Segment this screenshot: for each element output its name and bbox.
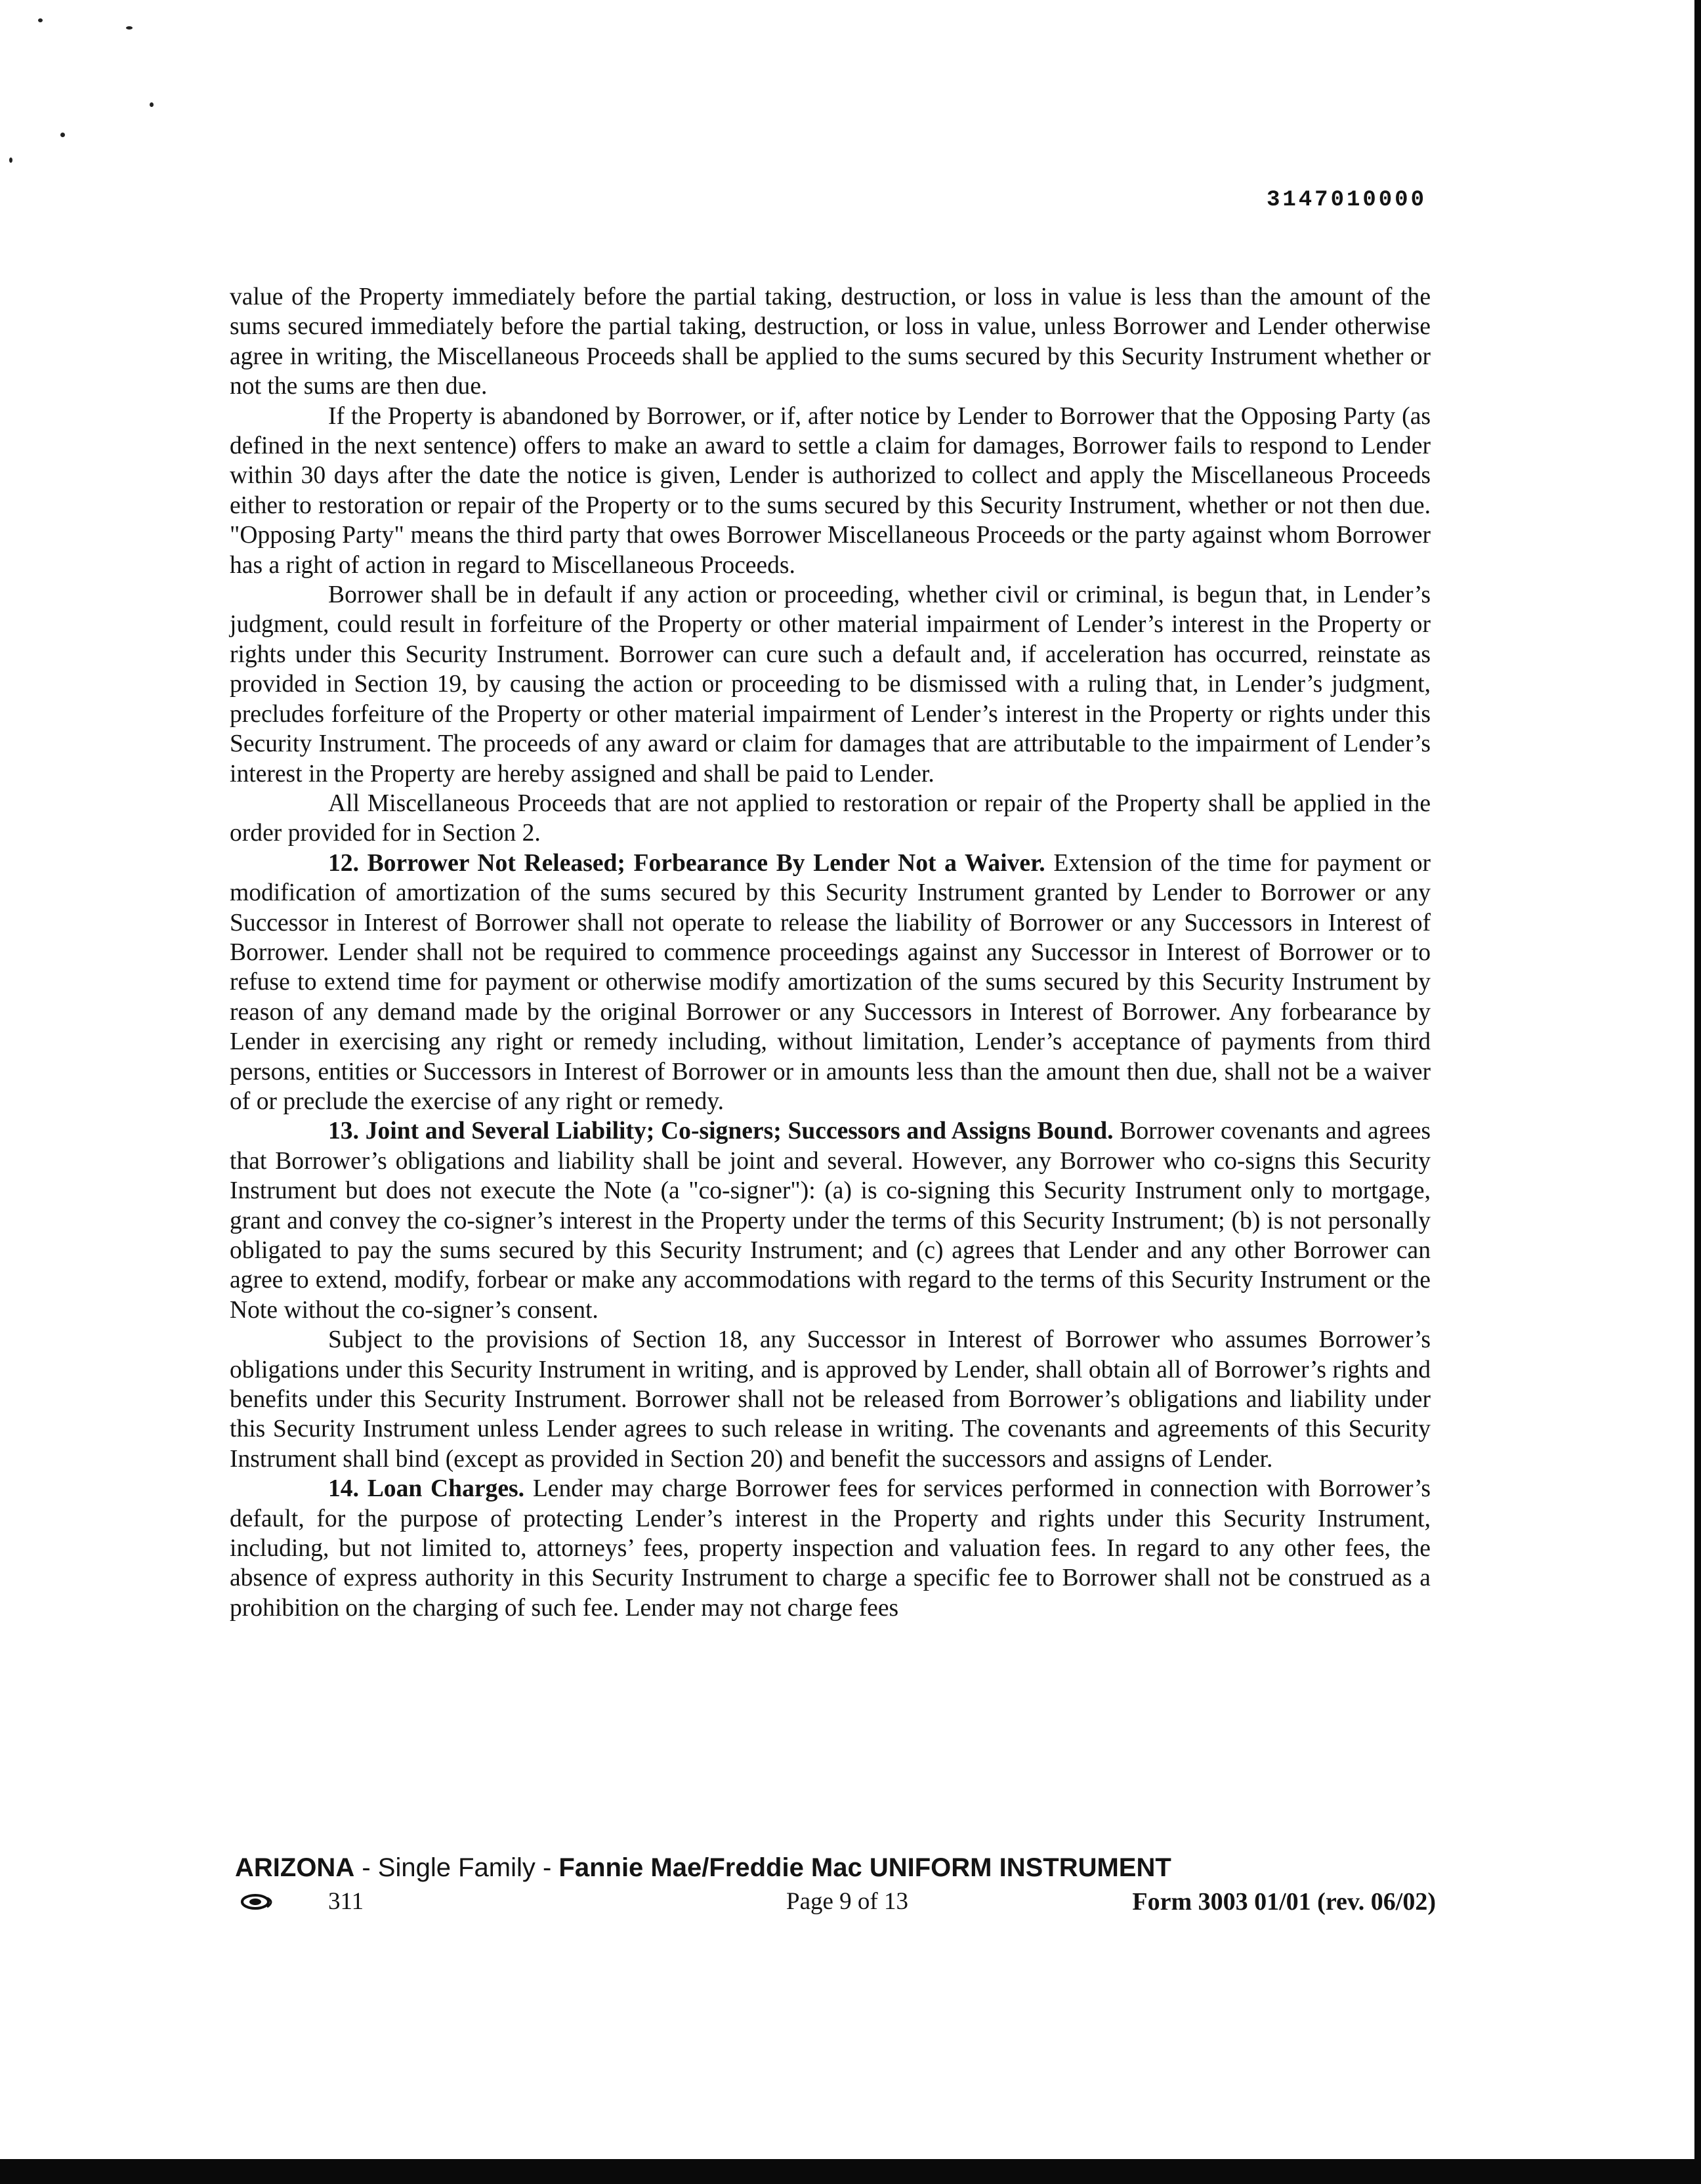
footer-family: Single Family xyxy=(377,1853,536,1882)
page-number: Page 9 of 13 xyxy=(786,1888,908,1915)
section-13 xyxy=(230,1116,1431,1325)
document-body xyxy=(230,282,1431,1623)
section-14 xyxy=(230,1474,1431,1623)
paragraph-misc-proceeds: All Miscellaneous Proceeds that are not applied to restoration or repair of the Property shall be applied in the order provided for in Section 2. xyxy=(230,789,1431,847)
footer-title xyxy=(235,1852,1171,1883)
scan-edge-bottom xyxy=(0,2159,1701,2184)
scan-speck xyxy=(60,133,65,137)
paragraph-abandonment: If the Property is abandoned by Borrower, or if, after notice by Lender to Borrower that the Opposing Party (as defined in the next sentence) offers to make an award to settle a claim for damages, Borrower fails to respond to Lender within 30 days after the date the notice is given, Lender is authorized to collect and apply the Miscellaneous Proceeds either to restoration or repair of the Property or to the sums secured by this Security Instrument, whether or not then due. "Opposing Party" means the third party that owes Borrower Miscellaneous Proceeds or the party against whom Borrower has a right of action in regard to Miscellaneous Proceeds. xyxy=(230,402,1431,579)
form-number: Form 3003 01/01 (rev. 06/02) xyxy=(1132,1888,1436,1916)
section-13-text: Borrower covenants and agrees that Borrower’s obligations and liability shall be joint and several. However, any Borrower who co-signs this Security Instrument but does not execute the Note (a "co-signer"): (a) is co-signing this Security Instrument only to mortgage, grant and convey the co-signer’s interest in the Property under the terms of this Security Instrument; (b) is not personally obligated to pay the sums secured by this Security Instrument; and (c) agrees that Lender and any other Borrower can agree to extend, modify, forbear or make any accommodations with regard to the terms of this Security Instrument or the Note without the co-signer’s consent. xyxy=(230,1118,1431,1324)
section-14-heading: 14. Loan Charges. xyxy=(328,1475,525,1503)
section-14-text: Lender may charge Borrower fees for services performed in connection with Borrower’s default, for the purpose of protecting Lender’s interest in the Property and rights under this Security Instrument, including, but not limited to, attorneys’ fees, property inspection and valuation fees. In regard to any other fees, the absence of express authority in this Security Instrument to charge a specific fee to Borrower shall not be construed as a prohibition on the charging of such fee. Lender may not charge fees xyxy=(230,1475,1431,1622)
scan-edge-right xyxy=(1694,0,1701,2184)
paragraph-successors: Subject to the provisions of Section 18, any Successor in Interest of Borrower who assumes Borrower’s obligations under this Security Instrument in writing, and is approved by Lender, shall obtain all of Borrower’s rights and benefits under this Security Instrument. Borrower shall not be released from Borrower’s obligations and liability under this Security Instrument unless Lender agrees to such release in writing. The covenants and agreements of this Security Instrument shall bind (except as provided in Section 20) and benefit the successors and assigns of Lender. xyxy=(230,1326,1431,1473)
section-12-heading: 12. Borrower Not Released; Forbearance By Lender Not a Waiver. xyxy=(328,849,1045,877)
footer-separator: - xyxy=(535,1853,559,1882)
footer-instrument: Fannie Mae/Freddie Mac UNIFORM INSTRUMENT xyxy=(558,1853,1171,1882)
footer-state: ARIZONA xyxy=(235,1853,355,1882)
scan-speck xyxy=(38,18,43,22)
section-13-heading: 13. Joint and Several Liability; Co-signers; Successors and Assigns Bound. xyxy=(328,1118,1114,1145)
scan-speck xyxy=(126,26,133,30)
footer-row xyxy=(235,1883,1436,1918)
document-number: 3147010000 xyxy=(1266,188,1427,213)
section-12-text: Extension of the time for payment or modification of amortization of the sums secured by this Security Instrument granted by Lender to Borrower or any Successor in Interest of Borrower shall not operate to release the liability of Borrower or any Successors in Interest of Borrower. Lender shall not be required to commence proceedings against any Successor in Interest of Borrower or to refuse to extend time for payment or otherwise modify amortization of the sums secured by this Security Instrument by reason of any demand made by the original Borrower or any Successors in Interest of Borrower. Any forbearance by Lender in exercising any right or remedy including, without limitation, Lender’s acceptance of payments from third persons, entities or Successors in Interest of Borrower or in amounts less than the amount then due, shall not be a waiver of or preclude the exercise of any right or remedy. xyxy=(230,849,1431,1115)
form-logo-icon xyxy=(238,1891,276,1912)
scan-speck xyxy=(9,158,12,163)
section-12 xyxy=(230,849,1431,1117)
footer-separator: - xyxy=(354,1853,378,1882)
paragraph-continuation: value of the Property immediately before the partial taking, destruction, or loss in value is less than the amount of the sums secured immediately before the partial taking, destruction, or loss in value, unless Borrower and Lender otherwise agree in writing, the Miscellaneous Proceeds shall be applied to the sums secured by this Security Instrument whether or not the sums are then due. xyxy=(230,284,1431,400)
scan-speck xyxy=(150,102,154,107)
paragraph-default: Borrower shall be in default if any action or proceeding, whether civil or criminal, is begun that, in Lender’s judgment, could result in forfeiture of the Property or other material impairment of Lender’s interest in the Property or rights under this Security Instrument. Borrower can cure such a default and, if acceleration has occurred, reinstate as provided in Section 19, by causing the action or proceeding to be dismissed with a ruling that, in Lender’s judgment, precludes forfeiture of the Property or other material impairment of Lender’s interest in the Property or rights under this Security Instrument. The proceeds of any award or claim for damages that are attributable to the impairment of Lender’s interest in the Property are hereby assigned and shall be paid to Lender. xyxy=(230,581,1431,788)
footer-form-code: 311 xyxy=(328,1888,364,1915)
